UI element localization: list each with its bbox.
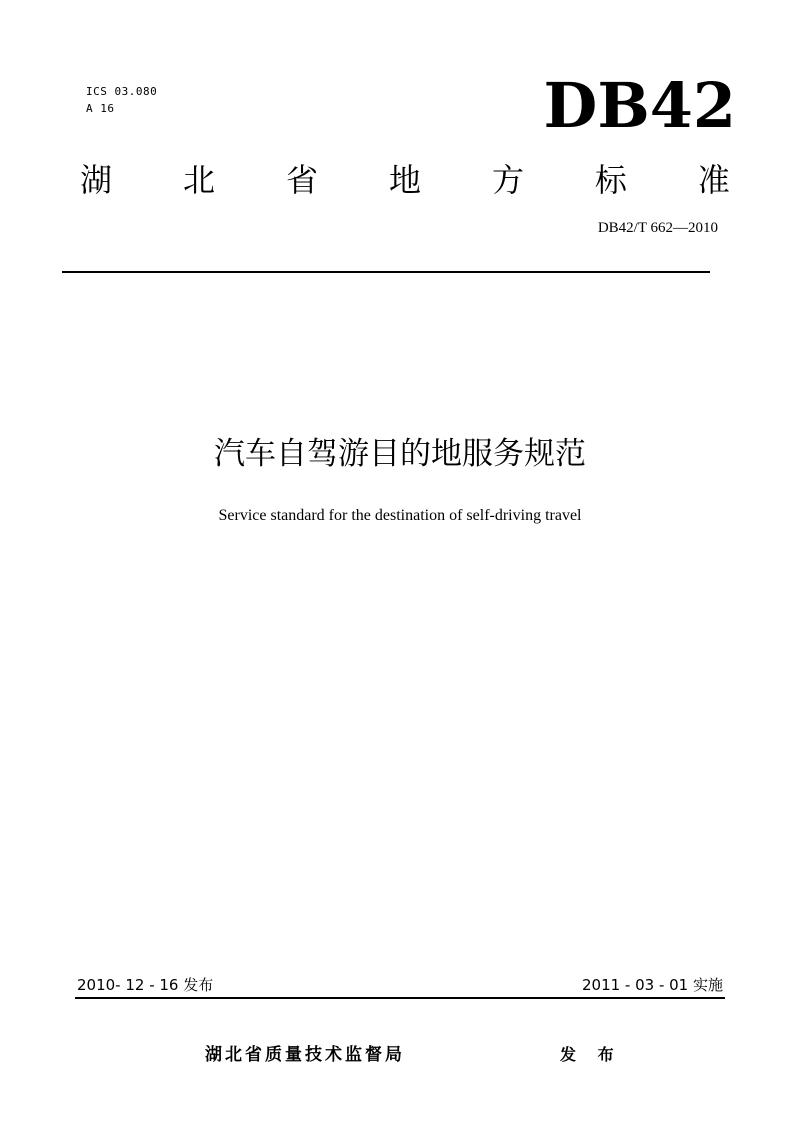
category-char: 省: [285, 161, 318, 199]
ccs-code: A 16: [86, 102, 115, 115]
category-char: 湖: [80, 161, 113, 199]
issuing-authority: 湖北省质量技术监督局: [205, 1045, 405, 1065]
standard-category: [80, 158, 730, 202]
category-char: 方: [491, 161, 524, 199]
document-title-chinese: 汽车自驾游目的地服务规范: [214, 436, 586, 472]
category-char: 地: [388, 161, 421, 199]
publish-date: 2010- 12 - 16 发布: [77, 976, 214, 994]
document-title-english: Service standard for the destination of self-driving travel: [218, 507, 582, 524]
category-char: 准: [697, 161, 730, 199]
standard-code-mark: DB42: [543, 69, 736, 142]
category-char: 北: [182, 161, 215, 199]
header-divider: [62, 271, 710, 273]
footer-divider: [75, 997, 725, 999]
standard-number: DB42/T 662—2010: [597, 220, 718, 236]
ics-code: ICS 03.080: [86, 85, 158, 98]
category-char: 标: [594, 161, 627, 199]
issue-label: 发 布: [560, 1045, 622, 1064]
classification-codes: [86, 83, 157, 117]
implement-date: 2011 - 03 - 01 实施: [581, 976, 723, 994]
